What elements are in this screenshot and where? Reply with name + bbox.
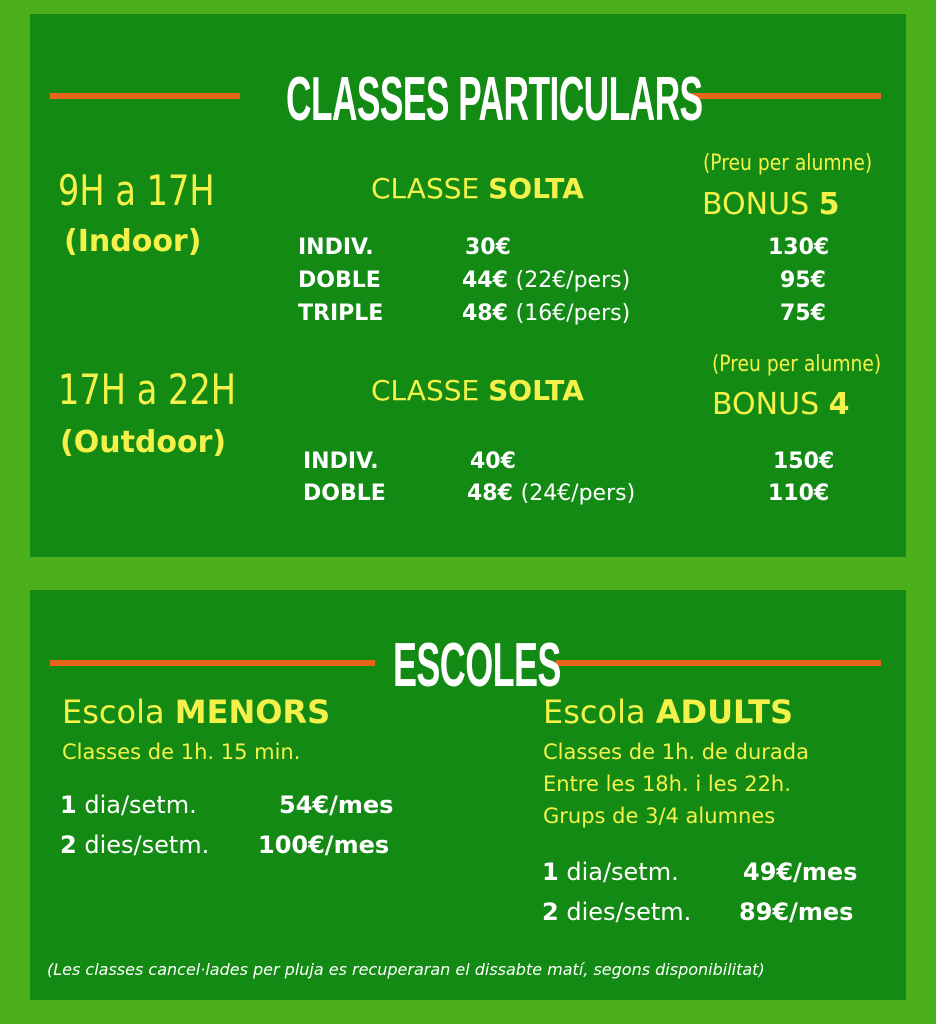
indoor-row-price	[462, 268, 630, 293]
classe-bold: SOLTA	[488, 172, 584, 205]
rain-note: (Les classes cancel·lades per pluja es recuperaran el dissabte matí, segons disponibilitat)	[47, 960, 765, 979]
adults-info: Entre les 18h. i les 22h.	[543, 772, 791, 796]
escoles-divider-left	[50, 660, 375, 666]
bonus-prefix: BONUS	[702, 187, 810, 222]
indoor-row-price: 30€	[465, 235, 511, 260]
menors-heading	[62, 693, 330, 731]
price-per-person: (22€/pers)	[515, 268, 631, 293]
indoor-classe-solta	[371, 172, 584, 205]
indoor-row-bonus: 75€	[780, 301, 826, 326]
outdoor-row-bonus: 110€	[768, 481, 830, 506]
price-value: 44€	[462, 268, 508, 293]
outdoor-row-price	[467, 481, 635, 506]
indoor-row-name: TRIPLE	[298, 301, 384, 326]
row-num: 1	[542, 858, 559, 886]
bonus-prefix: BONUS	[712, 387, 820, 422]
indoor-row-bonus: 95€	[780, 268, 826, 293]
row-price: 54€/mes	[279, 791, 394, 819]
indoor-preu-note: (Preu per alumne)	[703, 151, 873, 176]
menors-row-2	[60, 831, 209, 859]
adults-row-1	[542, 858, 679, 886]
adults-price-2	[739, 898, 853, 926]
row-label: dia/setm.	[84, 791, 197, 819]
outdoor-label: (Outdoor)	[60, 425, 227, 460]
outdoor-bonus	[712, 387, 850, 422]
menors-info: Classes de 1h. 15 min.	[62, 740, 301, 764]
escola-bold: ADULTS	[655, 693, 794, 731]
bonus-number: 4	[828, 387, 850, 422]
escola-prefix: Escola	[62, 693, 165, 731]
classe-prefix: CLASSE	[371, 172, 480, 205]
outdoor-time: 17H a 22H	[58, 365, 236, 414]
row-num: 2	[60, 831, 77, 859]
title-divider-left	[50, 93, 240, 99]
price-per-person: (16€/pers)	[515, 301, 631, 326]
indoor-row-name: INDIV.	[298, 235, 374, 260]
indoor-row-price	[462, 301, 630, 326]
bonus-number: 5	[818, 187, 840, 222]
classes-title: CLASSES PARTICULARS	[286, 65, 703, 134]
adults-info: Classes de 1h. de durada	[543, 740, 809, 764]
price-value: 48€	[467, 481, 513, 506]
price-value: 48€	[462, 301, 508, 326]
title-divider-right	[685, 93, 881, 99]
row-num: 1	[60, 791, 77, 819]
row-num: 2	[542, 898, 559, 926]
outdoor-row-price: 40€	[470, 449, 516, 474]
outdoor-preu-note: (Preu per alumne)	[712, 352, 882, 377]
classe-bold: SOLTA	[488, 374, 584, 407]
escola-bold: MENORS	[174, 693, 331, 731]
adults-row-2	[542, 898, 691, 926]
escola-prefix: Escola	[543, 693, 646, 731]
row-price: 89€/mes	[739, 898, 854, 926]
indoor-row-bonus: 130€	[768, 235, 830, 260]
price-per-person: (24€/pers)	[520, 481, 636, 506]
outdoor-row-bonus: 150€	[773, 449, 835, 474]
adults-heading	[543, 693, 793, 731]
adults-info: Grups de 3/4 alumnes	[543, 804, 776, 828]
row-price: 100€/mes	[258, 831, 390, 859]
escoles-title: ESCOLES	[393, 631, 561, 700]
row-label: dia/setm.	[566, 858, 679, 886]
indoor-row-name: DOBLE	[298, 268, 381, 293]
indoor-time: 9H a 17H	[58, 166, 215, 215]
outdoor-classe-solta	[371, 374, 584, 407]
classe-prefix: CLASSE	[371, 374, 480, 407]
row-label: dies/setm.	[566, 898, 692, 926]
menors-price-2	[258, 831, 389, 859]
row-label: dies/setm.	[84, 831, 210, 859]
indoor-bonus	[702, 187, 840, 222]
adults-price-1	[743, 858, 857, 886]
indoor-label: (Indoor)	[64, 224, 202, 259]
menors-row-1	[60, 791, 197, 819]
outdoor-row-name: DOBLE	[303, 481, 386, 506]
row-price: 49€/mes	[743, 858, 858, 886]
menors-price-1	[279, 791, 393, 819]
escoles-divider-right	[556, 660, 881, 666]
outdoor-row-name: INDIV.	[303, 449, 379, 474]
